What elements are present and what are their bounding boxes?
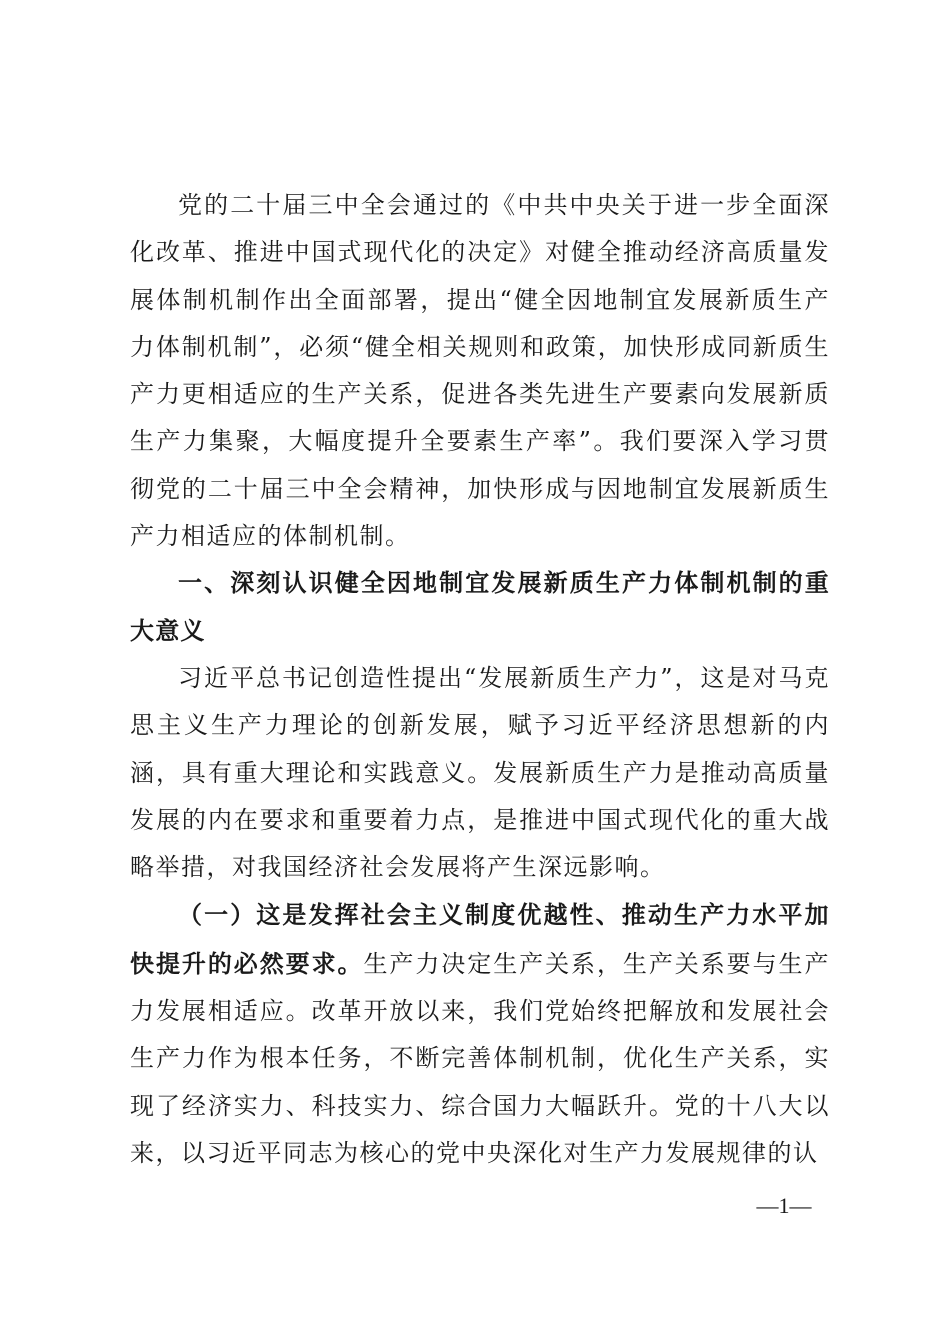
section-1-paragraph: 习近平总书记创造性提出“发展新质生产力”，这是对马克思主义生产力理论的创新发展，赋予习近平经济思想新的内涵，具有重大理论和实践意义。发展新质生产力是推动高质量发展的内在要求和重要着力点，是推进中国式现代化的重大战略举措，对我国经济社会发展将产生深远影响。 bbox=[130, 663, 830, 882]
document-page bbox=[130, 182, 830, 1177]
subsection-1-body: 生产力决定生产关系，生产关系要与生产力发展相适应。改革开放以来，我们党始终把解放和发展社会生产力作为根本任务，不断完善体制机制，优化生产关系，实现了经济实力、科技实力、综合国力大幅跃升。党的十八大以来，以习近平同志为核心的党中央深化对生产力发展规律的认 bbox=[130, 949, 831, 1167]
page-number: —1— bbox=[756, 1193, 812, 1218]
section-heading-1: 一、深刻认识健全因地制宜发展新质生产力体制机制的重大意义 bbox=[130, 569, 830, 645]
subsection-1-paragraph bbox=[130, 891, 830, 1177]
intro-paragraph: 党的二十届三中全会通过的《中共中央关于进一步全面深化改革、推进中国式现代化的决定》对健全推动经济高质量发展体制机制作出全面部署，提出“健全因地制宜发展新质生产力体制机制”，必须“健全相关规则和政策，加快形成同新质生产力更相适应的生产关系，促进各类先进生产要素向发展新质生产力集聚，大幅度提升全要素生产率”。我们要深入学习贯彻党的二十届三中全会精神，加快形成与因地制宜发展新质生产力相适应的体制机制。 bbox=[130, 191, 830, 551]
subsection-1-lead: （一）这是发挥社会主义制度优越性、推动生产力水平加快提升的必然要求。 bbox=[130, 900, 830, 978]
